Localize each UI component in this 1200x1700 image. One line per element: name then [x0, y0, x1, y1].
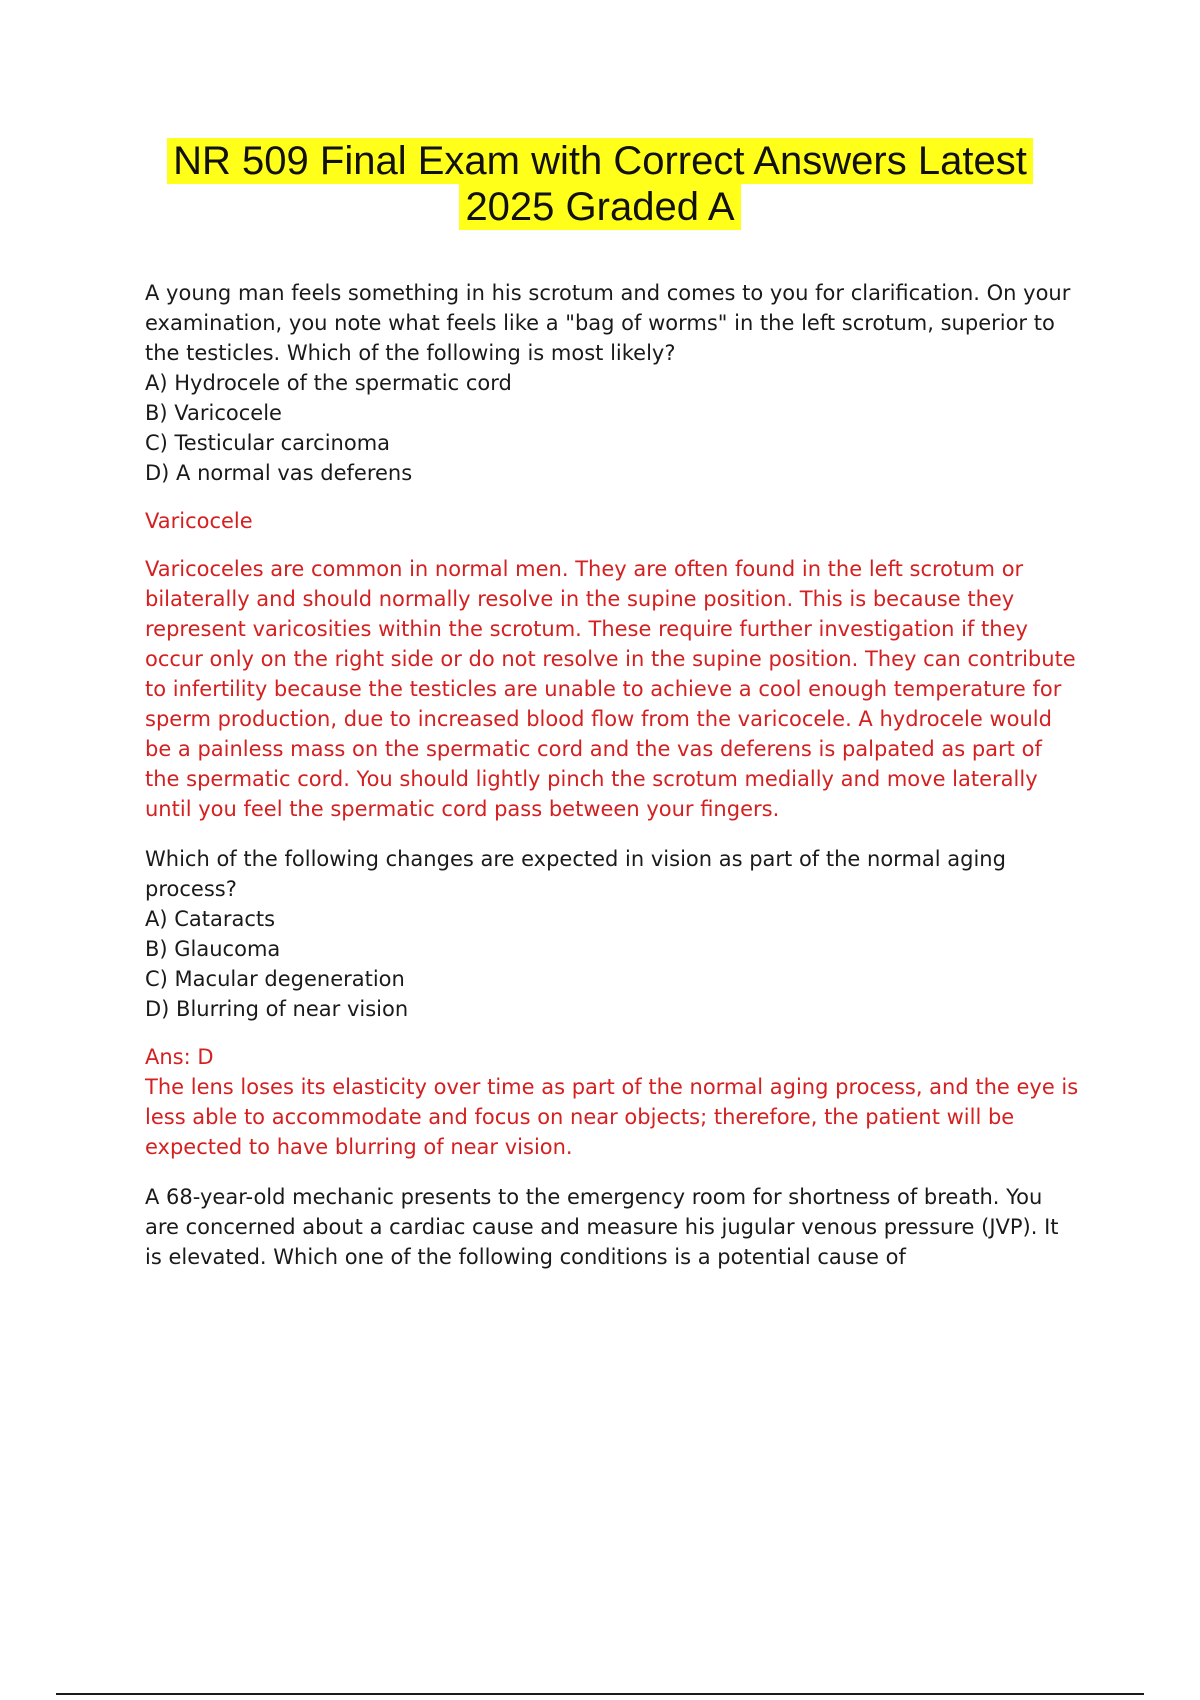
option-b: B) Varicocele: [145, 401, 282, 425]
answer-options: [145, 368, 1080, 488]
question-text: A 68-year-old mechanic presents to the emergency room for shortness of breath. You are concerned about a cardiac cause and measure his jugular venous pressure (JVP). It is elevated. Which one of the following conditions is a potential cause of: [145, 1185, 1059, 1269]
document-title: [0, 138, 1200, 230]
option-d: D) A normal vas deferens: [145, 461, 413, 485]
question-text: A young man feels something in his scrotum and comes to you for clarification. On your examination, you note what feels like a "bag of worms" in the left scrotum, superior to the testicles. Which of the following is most likely?: [145, 281, 1071, 365]
document-body: [145, 278, 1080, 1272]
option-d: D) Blurring of near vision: [145, 997, 409, 1021]
question-2: [145, 844, 1080, 1162]
question-3: [145, 1182, 1080, 1272]
correct-answer: Ans: D: [145, 1045, 214, 1069]
option-b: B) Glaucoma: [145, 937, 281, 961]
correct-answer: Varicocele: [145, 509, 253, 533]
title-line-1: NR 509 Final Exam with Correct Answers Latest: [167, 138, 1033, 184]
footer-divider: [56, 1693, 1144, 1695]
question-1: [145, 278, 1080, 824]
answer-explanation: Varicoceles are common in normal men. They are often found in the left scrotum or bilaterally and should normally resolve in the supine position. This is because they represent varicosities within the scrotum. These require further investigation if they occur only on the right side or do not resolve in the supine position. They can contribute to infertility because the testicles are unable to achieve a cool enough temperature for sperm production, due to increased blood flow from the varicocele. A hydrocele would be a painless mass on the spermatic cord and the vas deferens is palpated as part of the spermatic cord. You should lightly pinch the scrotum medially and move laterally until you feel the spermatic cord pass between your fingers.: [145, 557, 1076, 821]
option-c: C) Macular degeneration: [145, 967, 405, 991]
option-c: C) Testicular carcinoma: [145, 431, 391, 455]
option-a: A) Cataracts: [145, 907, 276, 931]
title-line-2: 2025 Graded A: [459, 184, 740, 230]
answer-explanation: The lens loses its elasticity over time as part of the normal aging process, and the eye is less able to accommodate and focus on near objects; therefore, the patient will be expected to have blurring of near vision.: [145, 1075, 1079, 1159]
answer-options: [145, 904, 1080, 1024]
option-a: A) Hydrocele of the spermatic cord: [145, 371, 512, 395]
question-text: Which of the following changes are expected in vision as part of the normal aging process?: [145, 847, 1006, 901]
